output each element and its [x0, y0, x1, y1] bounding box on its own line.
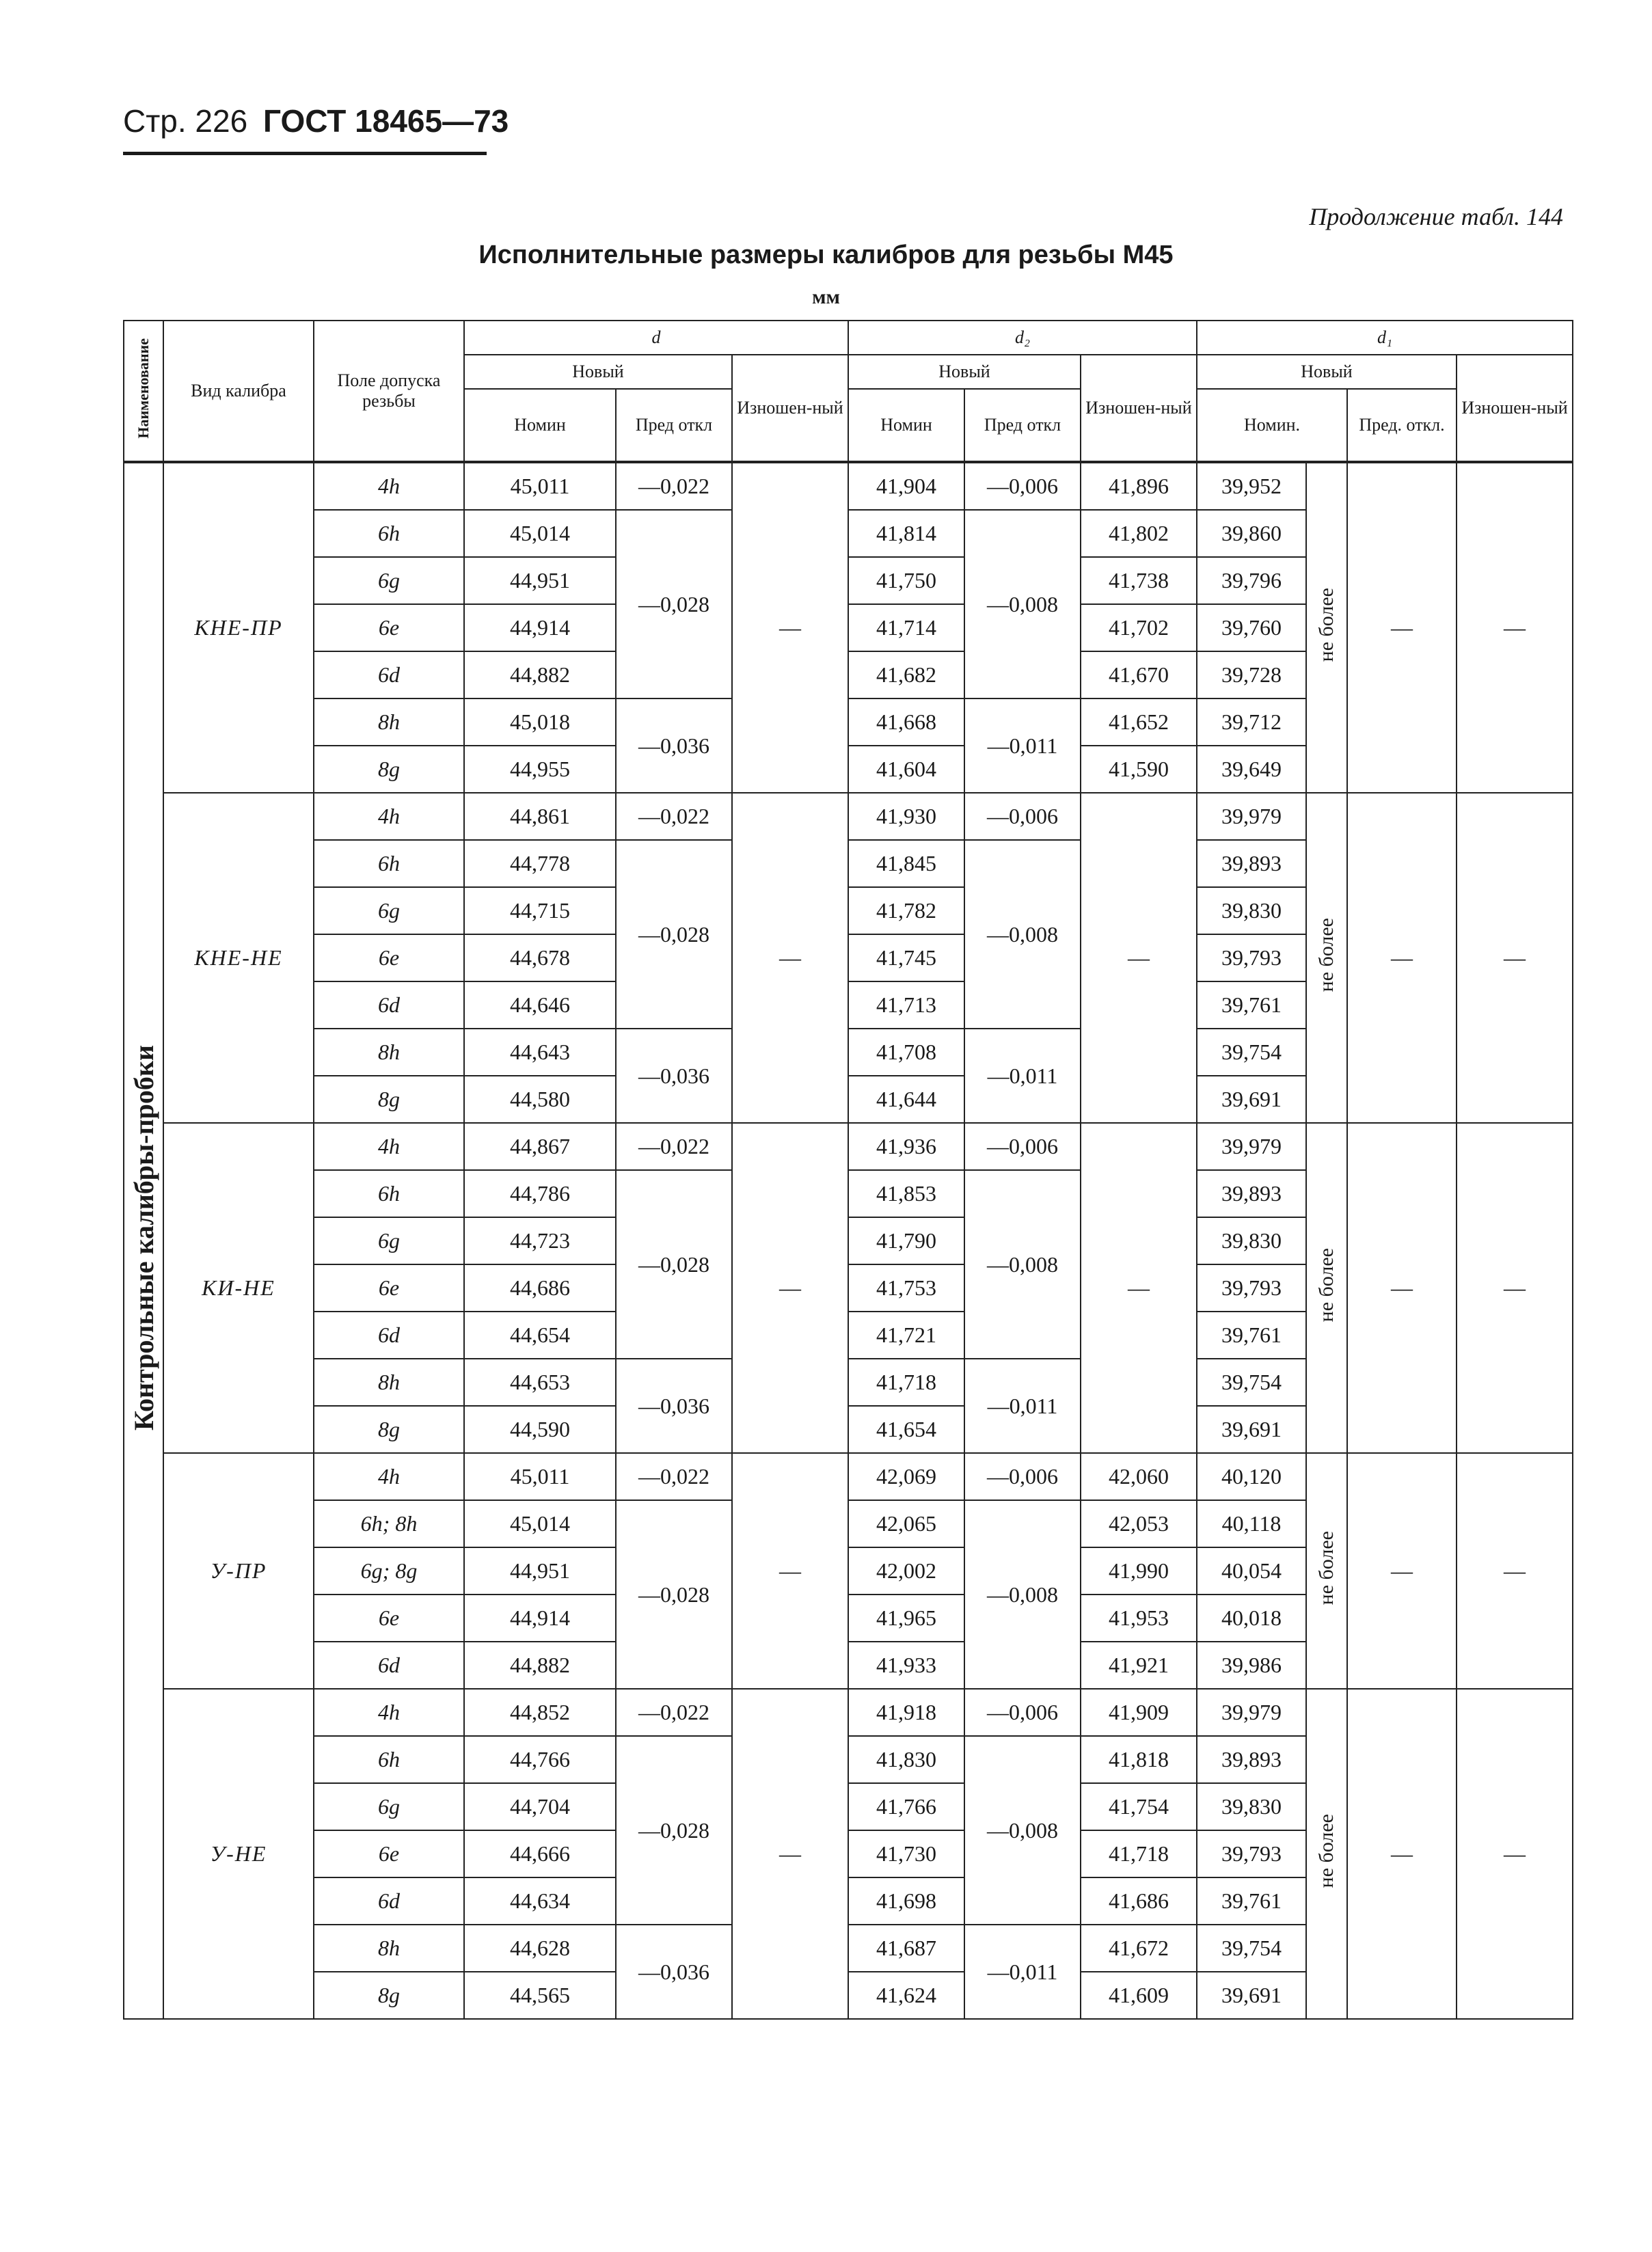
d2-worn: 41,652	[1081, 698, 1197, 746]
d1-nominal: 40,018	[1197, 1595, 1306, 1642]
units-label: мм	[812, 286, 840, 308]
d2-worn: 41,702	[1081, 604, 1197, 651]
d2-worn: 41,670	[1081, 651, 1197, 698]
d2-nominal: 41,745	[848, 934, 964, 981]
d2-nominal: 41,845	[848, 840, 964, 887]
d2-nominal: 41,624	[848, 1972, 964, 2019]
d1-nominal: 39,712	[1197, 698, 1306, 746]
header-d-nomin: Номин	[464, 389, 616, 462]
d2-nominal: 41,668	[848, 698, 964, 746]
d-nominal: 44,723	[464, 1217, 616, 1264]
page-number: Стр. 226	[123, 103, 248, 139]
d2-nominal: 41,604	[848, 746, 964, 793]
d-nominal: 44,666	[464, 1830, 616, 1877]
d1-nominal: 39,952	[1197, 462, 1306, 510]
tolerance-field: 6e	[314, 934, 464, 981]
tolerance-field: 6g	[314, 557, 464, 604]
d-deviation: —0,022	[616, 1123, 732, 1170]
d1-nominal: 39,830	[1197, 1783, 1306, 1830]
d-nominal: 44,914	[464, 604, 616, 651]
d-nominal: 44,715	[464, 887, 616, 934]
d2-worn: 41,686	[1081, 1877, 1197, 1925]
d2-worn: —	[1081, 793, 1197, 1123]
tolerance-field: 6h	[314, 1736, 464, 1783]
gauge-kind: КНЕ-НЕ	[163, 793, 314, 1123]
d-nominal: 44,628	[464, 1925, 616, 1972]
header-d2-nomin: Номин	[848, 389, 964, 462]
d-nominal: 44,580	[464, 1076, 616, 1123]
d2-nominal: 41,930	[848, 793, 964, 840]
tolerance-field: 8g	[314, 1972, 464, 2019]
table-row	[124, 1453, 1573, 1500]
d2-deviation: —0,006	[964, 1453, 1081, 1500]
d1-nominal: 39,979	[1197, 1123, 1306, 1170]
d2-nominal: 41,936	[848, 1123, 964, 1170]
d-deviation: —0,036	[616, 698, 732, 793]
d2-worn: —	[1081, 1123, 1197, 1453]
d1-deviation: —	[1347, 1123, 1457, 1453]
header-d1: d₁	[1197, 321, 1573, 355]
d2-nominal: 41,904	[848, 462, 964, 510]
header-naimenovanie: Наименование	[124, 321, 163, 462]
header-d2-iznoshennyi: Изношен-ный	[1081, 355, 1197, 462]
tolerance-field: 6d	[314, 1877, 464, 1925]
d2-deviation: —0,008	[964, 510, 1081, 698]
table-row	[124, 1123, 1573, 1170]
table-title: Исполнительные размеры калибров для резьбы М45	[478, 241, 1174, 269]
d-deviation: —0,028	[616, 1736, 732, 1925]
gauge-kind: У-ПР	[163, 1453, 314, 1689]
d1-nominal: 39,893	[1197, 840, 1306, 887]
tolerance-field: 6d	[314, 1312, 464, 1359]
header-rule	[123, 152, 487, 155]
d-nominal: 44,882	[464, 651, 616, 698]
d2-worn: 42,060	[1081, 1453, 1197, 1500]
tolerance-field: 8g	[314, 1076, 464, 1123]
d1-nominal: 39,793	[1197, 934, 1306, 981]
gauge-kind: КНЕ-ПР	[163, 462, 314, 793]
d2-nominal: 41,682	[848, 651, 964, 698]
d1-deviation: —	[1347, 462, 1457, 793]
d2-deviation: —0,008	[964, 1736, 1081, 1925]
d-nominal: 44,646	[464, 981, 616, 1029]
d-worn: —	[732, 1453, 848, 1689]
gauge-dimensions-table	[123, 320, 1573, 2020]
d-worn: —	[732, 1689, 848, 2019]
d-nominal: 44,643	[464, 1029, 616, 1076]
d2-worn: 41,921	[1081, 1642, 1197, 1689]
d1-nominal: 39,754	[1197, 1925, 1306, 1972]
standard-number: ГОСТ 18465—73	[262, 103, 509, 139]
d2-nominal: 41,830	[848, 1736, 964, 1783]
d-nominal: 44,704	[464, 1783, 616, 1830]
d-nominal: 44,678	[464, 934, 616, 981]
d-nominal: 44,861	[464, 793, 616, 840]
d2-deviation: —0,011	[964, 1925, 1081, 2019]
d2-nominal: 41,766	[848, 1783, 964, 1830]
d-deviation: —0,028	[616, 510, 732, 698]
d2-deviation: —0,006	[964, 1689, 1081, 1736]
d2-nominal: 41,730	[848, 1830, 964, 1877]
d-nominal: 45,011	[464, 462, 616, 510]
d2-nominal: 42,065	[848, 1500, 964, 1547]
d-deviation: —0,022	[616, 462, 732, 510]
d2-worn: 41,590	[1081, 746, 1197, 793]
d1-nominal: 39,979	[1197, 1689, 1306, 1736]
tolerance-field: 6g; 8g	[314, 1547, 464, 1595]
tolerance-field: 8h	[314, 698, 464, 746]
d1-nominal: 39,830	[1197, 1217, 1306, 1264]
tolerance-field: 6d	[314, 981, 464, 1029]
d1-nominal: 39,754	[1197, 1029, 1306, 1076]
d1-nominal: 39,893	[1197, 1736, 1306, 1783]
d2-nominal: 41,721	[848, 1312, 964, 1359]
d1-nominal: 40,120	[1197, 1453, 1306, 1500]
d1-worn: —	[1457, 1689, 1573, 2019]
header-d2-pred-otkl: Пред откл	[964, 389, 1081, 462]
tolerance-field: 6d	[314, 651, 464, 698]
d1-nominal: 40,054	[1197, 1547, 1306, 1595]
d2-deviation: —0,008	[964, 1170, 1081, 1359]
d-nominal: 44,852	[464, 1689, 616, 1736]
d1-deviation: —	[1347, 1689, 1457, 2019]
d2-deviation: —0,006	[964, 1123, 1081, 1170]
header-d-pred-otkl: Пред откл	[616, 389, 732, 462]
d2-nominal: 41,753	[848, 1264, 964, 1312]
tolerance-field: 8g	[314, 1406, 464, 1453]
d-nominal: 44,786	[464, 1170, 616, 1217]
tolerance-field: 6e	[314, 604, 464, 651]
tolerance-field: 4h	[314, 1689, 464, 1736]
d2-worn: 41,802	[1081, 510, 1197, 557]
d1-worn: —	[1457, 1123, 1573, 1453]
d2-nominal: 41,698	[848, 1877, 964, 1925]
d1-nominal: 40,118	[1197, 1500, 1306, 1547]
d1-nominal: 39,830	[1197, 887, 1306, 934]
d1-nominal: 39,761	[1197, 1877, 1306, 1925]
d-deviation: —0,022	[616, 1689, 732, 1736]
tolerance-field: 6g	[314, 887, 464, 934]
tolerance-field: 6h; 8h	[314, 1500, 464, 1547]
d-nominal: 45,014	[464, 1500, 616, 1547]
tolerance-field: 6h	[314, 510, 464, 557]
d-nominal: 44,590	[464, 1406, 616, 1453]
d1-ne-bolee: не более	[1306, 1123, 1347, 1453]
d2-nominal: 42,002	[848, 1547, 964, 1595]
header-d-novyi: Новый	[464, 355, 732, 389]
d1-nominal: 39,761	[1197, 1312, 1306, 1359]
d2-deviation: —0,011	[964, 1029, 1081, 1123]
tolerance-field: 6e	[314, 1595, 464, 1642]
page-header	[123, 103, 509, 139]
d1-ne-bolee: не более	[1306, 1689, 1347, 2019]
d-nominal: 44,951	[464, 1547, 616, 1595]
d-deviation: —0,036	[616, 1029, 732, 1123]
d-nominal: 44,914	[464, 1595, 616, 1642]
d2-worn: 42,053	[1081, 1500, 1197, 1547]
header-pole-dopuska: Поле допуска резьбы	[314, 321, 464, 462]
tolerance-field: 4h	[314, 1123, 464, 1170]
d-nominal: 44,654	[464, 1312, 616, 1359]
d-nominal: 44,686	[464, 1264, 616, 1312]
d1-nominal: 39,691	[1197, 1076, 1306, 1123]
header-vid-kalibra: Вид калибра	[163, 321, 314, 462]
d2-worn: 41,818	[1081, 1736, 1197, 1783]
d2-worn: 41,754	[1081, 1783, 1197, 1830]
d2-nominal: 41,714	[848, 604, 964, 651]
header-d1-novyi: Новый	[1197, 355, 1457, 389]
d1-worn: —	[1457, 1453, 1573, 1689]
d2-nominal: 41,965	[848, 1595, 964, 1642]
table-continuation-note: Продолжение табл. 144	[1309, 203, 1563, 230]
tolerance-field: 4h	[314, 462, 464, 510]
d2-deviation: —0,008	[964, 840, 1081, 1029]
d1-nominal: 39,979	[1197, 793, 1306, 840]
d1-nominal: 39,649	[1197, 746, 1306, 793]
d2-nominal: 41,933	[848, 1642, 964, 1689]
d-deviation: —0,028	[616, 1170, 732, 1359]
d2-worn: 41,909	[1081, 1689, 1197, 1736]
d-nominal: 44,955	[464, 746, 616, 793]
d1-nominal: 39,986	[1197, 1642, 1306, 1689]
d1-ne-bolee: не более	[1306, 462, 1347, 793]
d2-deviation: —0,011	[964, 1359, 1081, 1453]
d2-nominal: 41,644	[848, 1076, 964, 1123]
d1-nominal: 39,793	[1197, 1264, 1306, 1312]
d-deviation: —0,036	[616, 1359, 732, 1453]
d-deviation: —0,028	[616, 840, 732, 1029]
d2-deviation: —0,006	[964, 793, 1081, 840]
d1-deviation: —	[1347, 793, 1457, 1123]
d1-nominal: 39,860	[1197, 510, 1306, 557]
tolerance-field: 8h	[314, 1359, 464, 1406]
tolerance-field: 8g	[314, 746, 464, 793]
d2-nominal: 41,782	[848, 887, 964, 934]
d-nominal: 45,011	[464, 1453, 616, 1500]
header-d1-pred-otkl: Пред. откл.	[1347, 389, 1457, 462]
d2-deviation: —0,011	[964, 698, 1081, 793]
d-nominal: 44,766	[464, 1736, 616, 1783]
d1-nominal: 39,761	[1197, 981, 1306, 1029]
d1-nominal: 39,893	[1197, 1170, 1306, 1217]
table-row	[124, 793, 1573, 840]
tolerance-field: 8h	[314, 1029, 464, 1076]
tolerance-field: 4h	[314, 1453, 464, 1500]
d1-nominal: 39,754	[1197, 1359, 1306, 1406]
d1-nominal: 39,691	[1197, 1406, 1306, 1453]
d2-worn: 41,718	[1081, 1830, 1197, 1877]
d1-nominal: 39,793	[1197, 1830, 1306, 1877]
d1-worn: —	[1457, 793, 1573, 1123]
d2-worn: 41,609	[1081, 1972, 1197, 2019]
tolerance-field: 4h	[314, 793, 464, 840]
tolerance-field: 6h	[314, 840, 464, 887]
d2-worn: 41,896	[1081, 462, 1197, 510]
d2-nominal: 41,750	[848, 557, 964, 604]
d2-nominal: 42,069	[848, 1453, 964, 1500]
d-deviation: —0,036	[616, 1925, 732, 2019]
d-deviation: —0,028	[616, 1500, 732, 1689]
d-deviation: —0,022	[616, 793, 732, 840]
header-d2-novyi: Новый	[848, 355, 1081, 389]
header-d1-nomin: Номин.	[1197, 389, 1347, 462]
d-nominal: 44,867	[464, 1123, 616, 1170]
tolerance-field: 6e	[314, 1830, 464, 1877]
d1-nominal: 39,796	[1197, 557, 1306, 604]
d-nominal: 44,951	[464, 557, 616, 604]
d-worn: —	[732, 1123, 848, 1453]
d2-nominal: 41,853	[848, 1170, 964, 1217]
gauge-kind: У-НЕ	[163, 1689, 314, 2019]
d2-deviation: —0,008	[964, 1500, 1081, 1689]
tolerance-field: 8h	[314, 1925, 464, 1972]
d2-nominal: 41,687	[848, 1925, 964, 1972]
d1-ne-bolee: не более	[1306, 793, 1347, 1123]
table-row	[124, 1689, 1573, 1736]
tolerance-field: 6d	[314, 1642, 464, 1689]
d1-nominal: 39,728	[1197, 651, 1306, 698]
d-nominal: 44,778	[464, 840, 616, 887]
tolerance-field: 6g	[314, 1783, 464, 1830]
header-d2: d₂	[848, 321, 1197, 355]
d1-worn: —	[1457, 462, 1573, 793]
d-deviation: —0,022	[616, 1453, 732, 1500]
d1-ne-bolee: не более	[1306, 1453, 1347, 1689]
d2-worn: 41,953	[1081, 1595, 1197, 1642]
table-row	[124, 462, 1573, 510]
header-d-iznoshennyi: Изношен-ный	[732, 355, 848, 462]
d2-worn: 41,990	[1081, 1547, 1197, 1595]
d1-nominal: 39,760	[1197, 604, 1306, 651]
d-worn: —	[732, 462, 848, 793]
d-nominal: 44,634	[464, 1877, 616, 1925]
d2-nominal: 41,718	[848, 1359, 964, 1406]
tolerance-field: 6h	[314, 1170, 464, 1217]
d-nominal: 45,014	[464, 510, 616, 557]
d2-deviation: —0,006	[964, 462, 1081, 510]
tolerance-field: 6e	[314, 1264, 464, 1312]
d2-worn: 41,672	[1081, 1925, 1197, 1972]
d1-deviation: —	[1347, 1453, 1457, 1689]
d-nominal: 45,018	[464, 698, 616, 746]
d2-nominal: 41,654	[848, 1406, 964, 1453]
header-d: d	[464, 321, 848, 355]
group-label-cell: Контрольные калибры-пробки	[124, 462, 163, 2019]
d1-nominal: 39,691	[1197, 1972, 1306, 2019]
d2-nominal: 41,708	[848, 1029, 964, 1076]
d2-nominal: 41,713	[848, 981, 964, 1029]
tolerance-field: 6g	[314, 1217, 464, 1264]
d2-nominal: 41,918	[848, 1689, 964, 1736]
d2-worn: 41,738	[1081, 557, 1197, 604]
d-nominal: 44,565	[464, 1972, 616, 2019]
d-nominal: 44,882	[464, 1642, 616, 1689]
d2-nominal: 41,814	[848, 510, 964, 557]
header-d1-iznoshennyi: Изношен-ный	[1457, 355, 1573, 462]
d-nominal: 44,653	[464, 1359, 616, 1406]
d2-nominal: 41,790	[848, 1217, 964, 1264]
d-worn: —	[732, 793, 848, 1123]
gauge-kind: КИ-НЕ	[163, 1123, 314, 1453]
